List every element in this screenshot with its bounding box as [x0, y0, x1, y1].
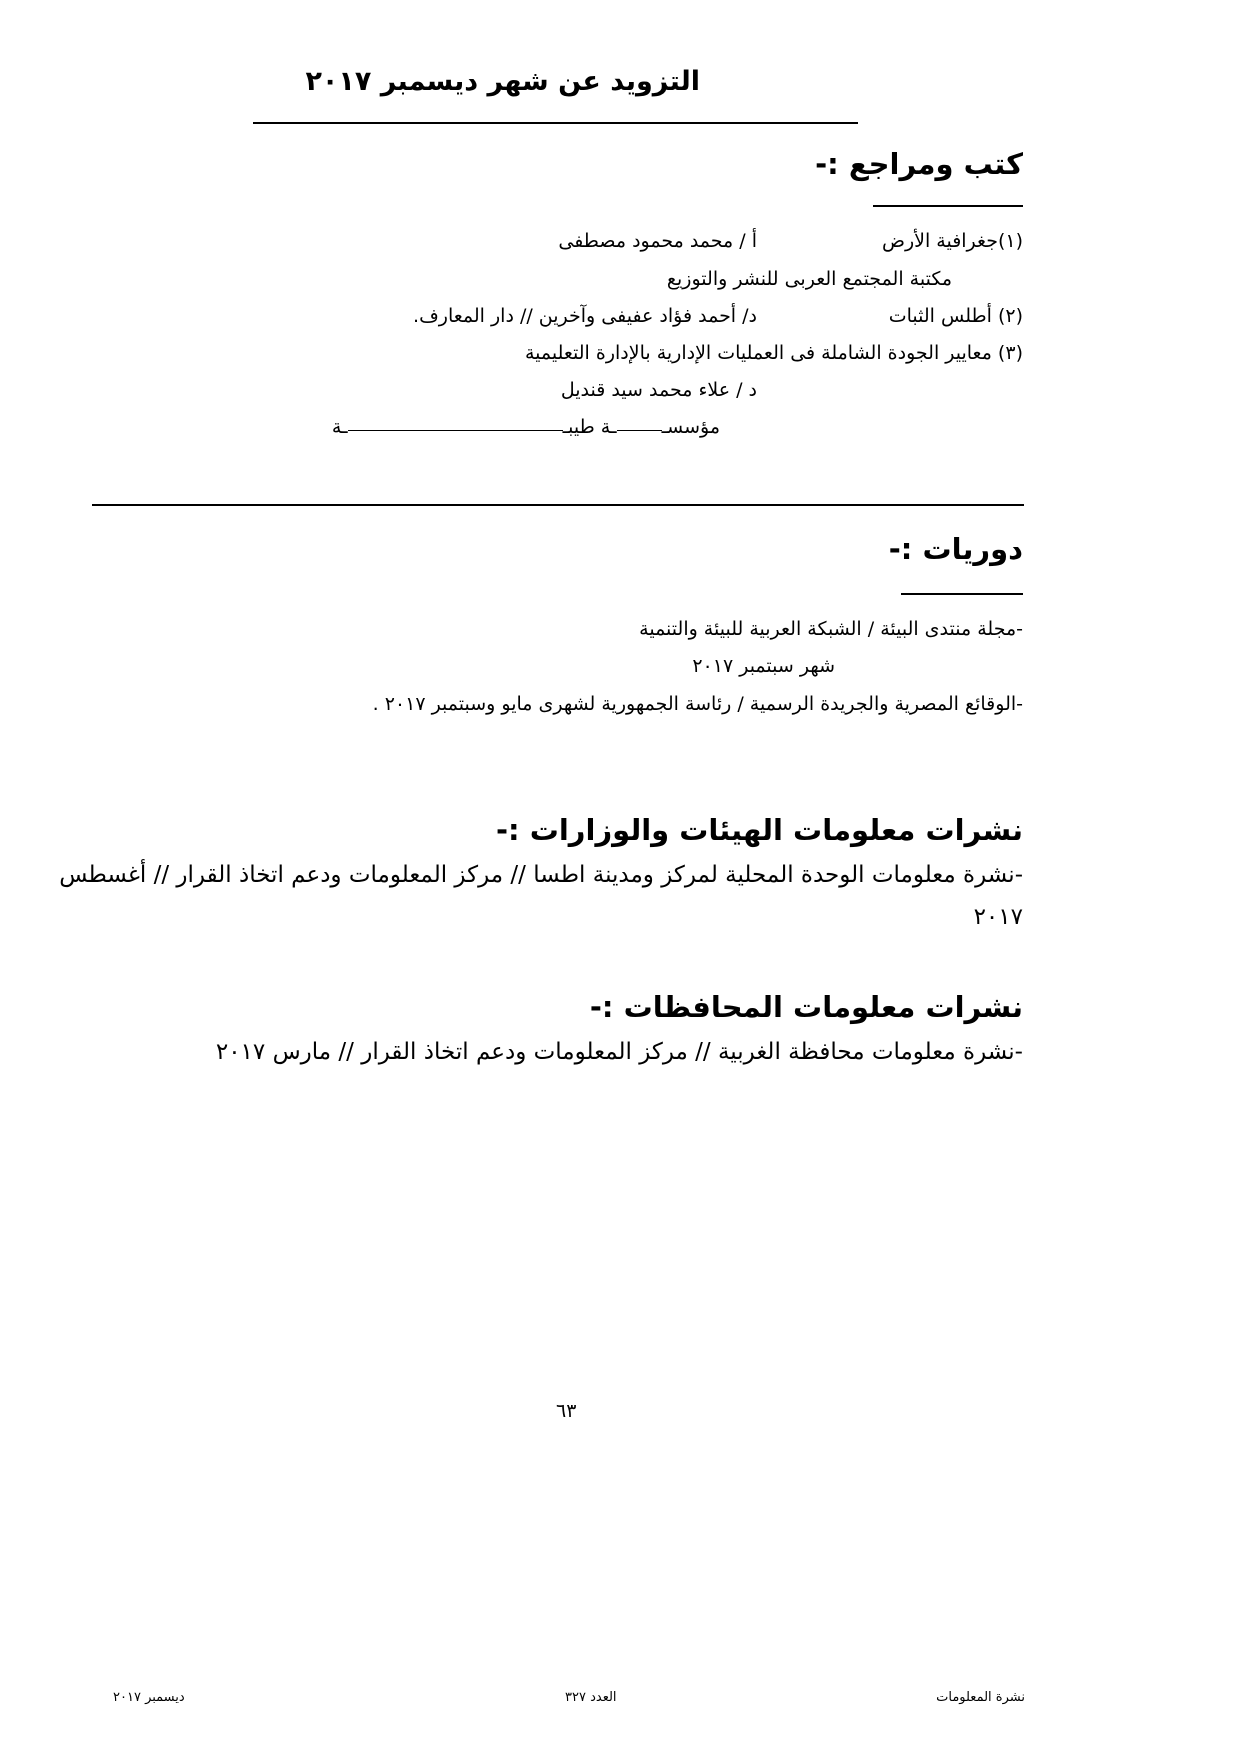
periodical-1-date: شهر سبتمبر ٢٠١٧ [692, 655, 835, 677]
book-3-author: د / علاء محمد سيد قنديل [560, 379, 757, 401]
books-heading: كتب ومراجع :- [815, 147, 1023, 181]
title-underline [253, 122, 858, 124]
book-2-author: د/ أحمد فؤاد عفيفى وآخرين // دار المعارف. [413, 305, 757, 327]
periodical-2: -الوقائع المصرية والجريدة الرسمية / رئاسة الجمهورية لشهرى مايو وسبتمبر ٢٠١٧ . [372, 693, 1023, 715]
tatweel-line [348, 430, 563, 431]
governorates-heading: نشرات معلومات المحافظات :- [589, 990, 1023, 1024]
book-3-title: (٣) معايير الجودة الشاملة فى العمليات الإدارية بالإدارة التعليمية [524, 342, 1023, 364]
page-number: ٦٣ [556, 1400, 577, 1422]
periodical-1: -مجلة منتدى البيئة / الشبكة العربية للبيئة والتنمية [639, 618, 1023, 640]
book-1-author: أ / محمد محمود مصطفى [558, 230, 757, 252]
page-title: التزويد عن شهر ديسمبر ٢٠١٧ [305, 66, 700, 97]
footer-publication: نشرة المعلومات [936, 1690, 1025, 1705]
publisher-start: مؤسسـ [661, 416, 720, 438]
book-1-publisher: مكتبة المجتمع العربى للنشر والتوزيع [666, 268, 952, 290]
book-3-publisher [332, 416, 720, 438]
agency-1-year: ٢٠١٧ [973, 904, 1023, 930]
agency-1: -نشرة معلومات الوحدة المحلية لمركز ومدينة اطسا // مركز المعلومات ودعم اتخاذ القرار // أغسطس [59, 862, 1023, 888]
section-divider [92, 504, 1024, 506]
publisher-end: ـة [331, 416, 348, 438]
agencies-heading: نشرات معلومات الهيئات والوزارات :- [496, 813, 1023, 847]
book-2-title: (٢) أطلس الثبات [888, 305, 1023, 327]
books-heading-underline [873, 205, 1023, 207]
book-1-title: (١)جغرافية الأرض [881, 230, 1023, 252]
publisher-mid: ـة طيبـ [562, 416, 617, 438]
governorate-1: -نشرة معلومات محافظة الغربية // مركز المعلومات ودعم اتخاذ القرار // مارس ٢٠١٧ [215, 1039, 1023, 1065]
tatweel-line [617, 430, 662, 431]
footer-issue: العدد ٣٢٧ [565, 1690, 617, 1705]
periodicals-heading: دوريات :- [888, 532, 1023, 566]
periodicals-heading-underline [901, 593, 1023, 595]
footer-date: ديسمبر ٢٠١٧ [113, 1690, 185, 1705]
